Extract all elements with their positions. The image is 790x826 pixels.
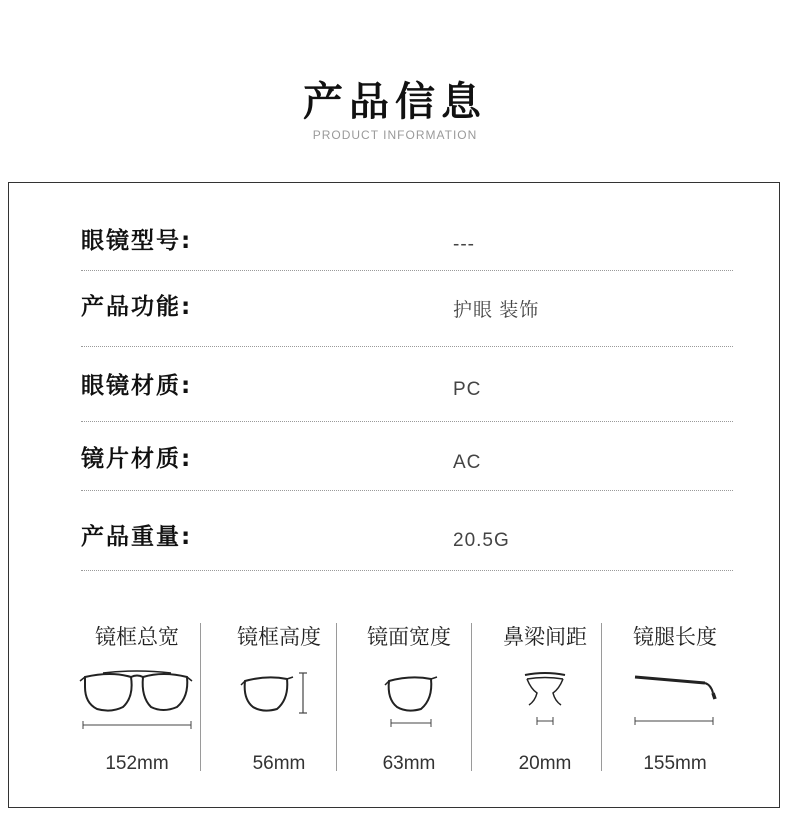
divider [81, 490, 733, 491]
spec-row-lens-material [81, 439, 733, 479]
dimension-nose-bridge [479, 615, 611, 785]
spec-row-model [81, 221, 733, 261]
divider [81, 421, 733, 422]
page-subtitle: PRODUCT INFORMATION [312, 128, 478, 142]
spec-value: 20.5G [453, 530, 510, 551]
spec-row-weight [81, 517, 733, 557]
lens-width-icon [343, 667, 475, 737]
dimension-value: 56mm [252, 753, 306, 774]
dimension-frame-height [213, 615, 345, 785]
dimension-label: 鼻梁间距 [503, 625, 587, 649]
temple-arm-icon [609, 667, 741, 737]
spec-value: AC [453, 452, 482, 473]
spec-label: 眼镜材质: [81, 373, 193, 399]
lens-height-icon [213, 667, 345, 737]
divider [81, 570, 733, 571]
dimension-lens-width [343, 615, 475, 785]
column-separator [336, 623, 337, 771]
dimensions-strip [71, 615, 731, 785]
spec-value: PC [453, 379, 482, 400]
spec-label: 镜片材质: [81, 446, 193, 472]
dimension-label: 镜腿长度 [633, 625, 717, 649]
dimension-label: 镜框总宽 [95, 625, 179, 649]
dimension-label: 镜面宽度 [367, 625, 451, 649]
column-separator [601, 623, 602, 771]
dimension-value: 20mm [518, 753, 572, 774]
dimension-temple-length [609, 615, 741, 785]
nose-bridge-icon [479, 667, 611, 737]
spec-panel [8, 182, 780, 808]
spec-row-function [81, 287, 733, 327]
dimension-value: 152mm [105, 753, 169, 774]
spec-label: 眼镜型号: [81, 228, 193, 254]
column-separator [200, 623, 201, 771]
page-title: 产品信息 [303, 79, 487, 125]
dimension-label: 镜框高度 [237, 625, 321, 649]
dimension-value: 155mm [643, 753, 707, 774]
dimension-total-width [71, 615, 203, 785]
glasses-front-icon [71, 667, 203, 737]
divider [81, 270, 733, 271]
spec-value: 护眼 装饰 [453, 300, 540, 321]
spec-value: --- [453, 234, 475, 255]
spec-label: 产品功能: [81, 294, 193, 320]
column-separator [471, 623, 472, 771]
spec-row-frame-material [81, 366, 733, 406]
spec-label: 产品重量: [81, 524, 193, 550]
divider [81, 346, 733, 347]
dimension-value: 63mm [382, 753, 436, 774]
